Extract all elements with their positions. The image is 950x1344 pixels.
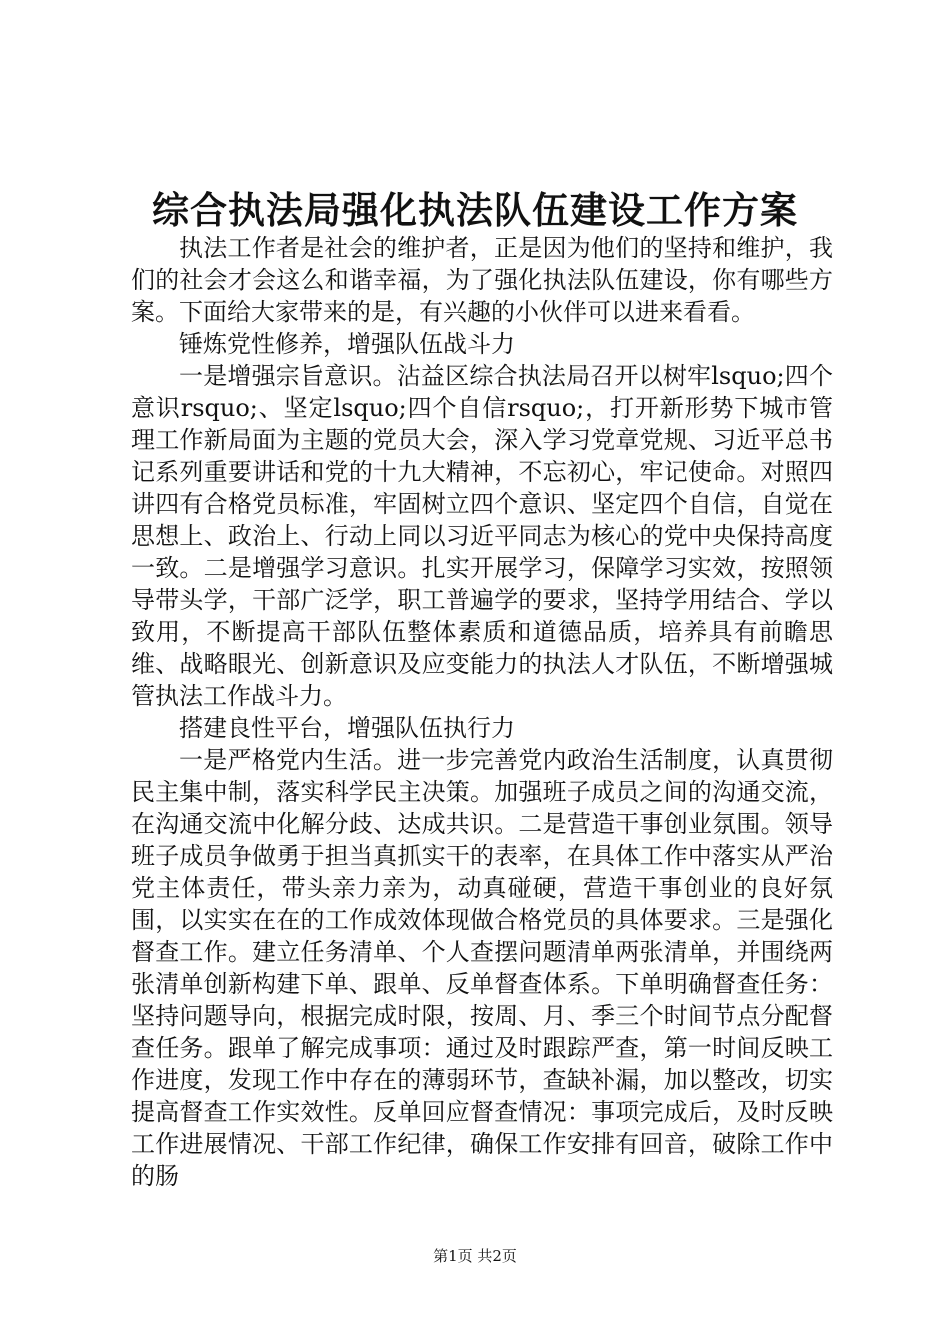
section-heading-1: 锤炼党性修养，增强队伍战斗力 [179,330,515,358]
page-number-footer: 第1页 共2页 [433,1247,517,1265]
section-heading-2: 搭建良性平台，增强队伍执行力 [179,714,515,742]
section-1-paragraph: 一是增强宗旨意识。沾益区综合执法局召开以树牢lsquo;四个意识rsquo;、坚定lsquo;四个自信rsquo;，打开新形势下城市管理工作新局面为主题的党员大会，深入学习党章党规、习近平总书记系列重要讲话和党的十九大精神，不忘初心，牢记使命。对照四讲四有合格党员标准，牢固树立四个意识、坚定四个自信，自觉在思想上、政治上、行动上同以习近平同志为核心的党中央保持高度一致。二是增强学习意识。扎实开展学习，保障学习实效，按照领导带头学，干部广泛学，职工普遍学的要求，坚持学用结合、学以致用，不断提高干部队伍整体素质和道德品质，培养具有前瞻思维、战略眼光、创新意识及应变能力的执法人才队伍，不断增强城管执法工作战斗力。 [131,362,833,710]
section-2-paragraph: 一是严格党内生活。进一步完善党内政治生活制度，认真贯彻民主集中制，落实科学民主决策。加强班子成员之间的沟通交流，在沟通交流中化解分歧、达成共识。二是营造干事创业氛围。领导班子成员争做勇于担当真抓实干的表率，在具体工作中落实从严治党主体责任，带头亲力亲为，动真碰硬，营造干事创业的良好氛围，以实实在在的工作成效体现做合格党员的具体要求。三是强化督查工作。建立任务清单、个人查摆问题清单两张清单，并围绕两张清单创新构建下单、跟单、反单督查体系。下单明确督查任务：坚持问题导向，根据完成时限，按周、月、季三个时间节点分配督查任务。跟单了解完成事项：通过及时跟踪严查，第一时间反映工作进度，发现工作中存在的薄弱环节，查缺补漏，加以整改，切实提高督查工作实效性。反单回应督查情况：事项完成后，及时反映工作进展情况、干部工作纪律，确保工作安排有回音，破除工作中的肠 [131,746,833,1190]
document-title: 综合执法局强化执法队伍建设工作方案 [152,188,798,232]
intro-paragraph: 执法工作者是社会的维护者，正是因为他们的坚持和维护，我们的社会才会这么和谐幸福，为了强化执法队伍建设，你有哪些方案。下面给大家带来的是，有兴趣的小伙伴可以进来看看。 [131,234,833,326]
document-body [131,232,833,1192]
